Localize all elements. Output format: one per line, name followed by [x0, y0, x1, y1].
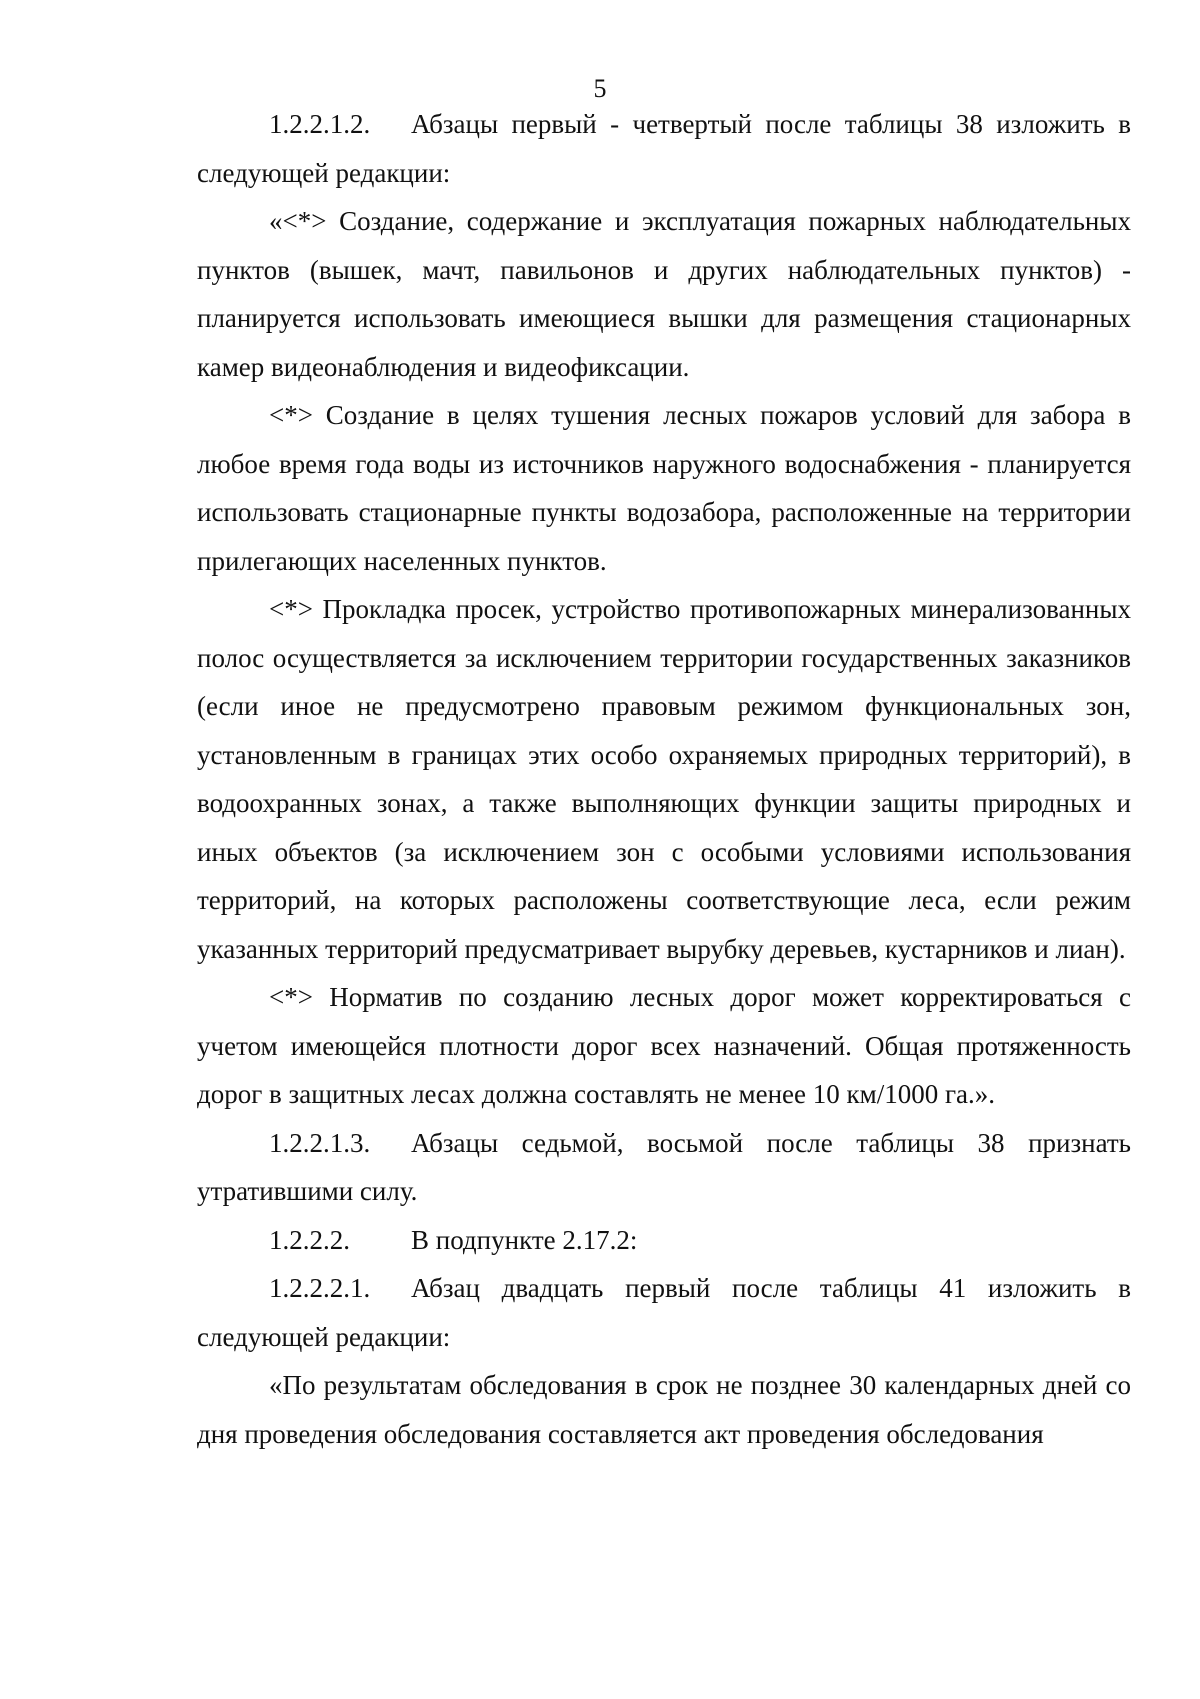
paragraph-text: Абзац двадцать первый после таблицы 41 изложить в следующей редакции:	[197, 1273, 1131, 1352]
section-number: 1.2.2.1.2.	[269, 109, 371, 139]
paragraph-1-2-2-2-1	[197, 1264, 1131, 1361]
section-number: 1.2.2.2.	[269, 1224, 350, 1255]
paragraph-text: <*> Создание в целях тушения лесных пожаров условий для забора в любое время года воды из источников наружного водоснабжения - планируется использовать стационарные пункты водозабора, расположенные на территории прилегающих населенных пунктов.	[197, 400, 1131, 576]
paragraph-1-2-2-1-3	[197, 1119, 1131, 1216]
paragraph-firebreaks	[197, 585, 1131, 973]
paragraph-1-2-2-2	[197, 1216, 1131, 1265]
section-number: 1.2.2.2.1.	[269, 1273, 371, 1303]
document-body	[197, 100, 1131, 1458]
paragraph-fire-towers	[197, 197, 1131, 391]
paragraph-text: <*> Норматив по созданию лесных дорог может корректироваться с учетом имеющейся плотности дорог всех назначений. Общая протяженность дорог в защитных лесах должна составлять не менее 10 км/1000 га.».	[197, 982, 1131, 1109]
paragraph-text: В подпункте 2.17.2:	[411, 1224, 638, 1255]
paragraph-text: <*> Прокладка просек, устройство противопожарных минерализованных полос осуществляется за исключением территории государственных заказников (если иное не предусмотрено правовым режимом функциональных зон, установленным в границах этих особо охраняемых природных территорий), в водоохранных зонах, а также выполняющих функции защиты природных и иных объектов (за исключением зон с особыми условиями использования территорий, на которых расположены соответствующие леса, если режим указанных территорий предусматривает вырубку деревьев, кустарников и лиан).	[197, 594, 1131, 964]
paragraph-text: Абзацы седьмой, восьмой после таблицы 38 признать утратившими силу.	[197, 1127, 1131, 1206]
paragraph-water-supply	[197, 391, 1131, 585]
paragraph-text: «По результатам обследования в срок не позднее 30 календарных дней со дня проведения обследования составляется акт проведения обследования	[197, 1370, 1131, 1449]
paragraph-1-2-2-1-2	[197, 100, 1131, 197]
page-number: 5	[593, 74, 607, 103]
section-number: 1.2.2.1.3.	[269, 1127, 371, 1158]
paragraph-text: «<*> Создание, содержание и эксплуатация пожарных наблюдательных пунктов (вышек, мачт, павильонов и других наблюдательных пунктов) - планируется использовать имеющиеся вышки для размещения стационарных камер видеонаблюдения и видеофиксации.	[197, 206, 1131, 382]
paragraph-text: Абзацы первый - четвертый после таблицы 38 изложить в следующей редакции:	[197, 109, 1131, 188]
paragraph-forest-roads	[197, 973, 1131, 1119]
paragraph-inspection-results	[197, 1361, 1131, 1458]
